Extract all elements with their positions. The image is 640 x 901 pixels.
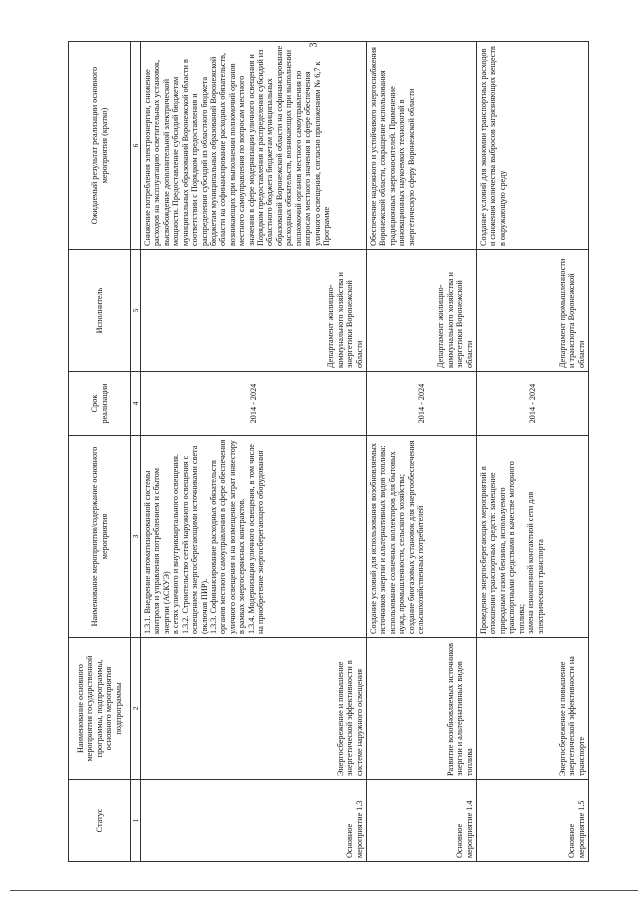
header-expected-result: Ожидаемый результат реализации основного мероприятия (кратко): [69, 42, 131, 250]
column-numbers-row: [131, 42, 141, 862]
content-line: Создание условий для использования возобновляемых источников энергии и альтернативных видов топлива: использование солнечных коллекторов для бытовых нужд, промышленности, сельского хозяйства;: [369, 443, 407, 634]
row-period: 2014 - 2024: [367, 372, 477, 436]
row-measure-name: Энергосбережение и повышение энергетической эффективности в системе наружного освещения: [141, 638, 367, 780]
header-status: Статус: [69, 780, 131, 862]
row-status: Основное мероприятие 1.5: [477, 780, 589, 862]
content-line: в сетях уличного и внутриквартального освещения.: [171, 454, 181, 634]
row-executor: Департамент промышленности и транспорта Воронежской области: [477, 250, 589, 372]
row-status: Основное мероприятие 1.4: [367, 780, 477, 862]
content-line: создание биогазовых установок для энергообеспечения сельскохозяйственных потребителей: [406, 440, 426, 634]
row-status: Основное мероприятие 1.3: [141, 780, 367, 862]
row-measure-content: [367, 436, 477, 638]
header-program-name: Наименование основного мероприятия государственной программы, подпрограммы, основного мероприятия подпрограммы: [69, 638, 131, 780]
page-number: 3: [308, 42, 320, 48]
column-number: 1: [131, 780, 141, 862]
row-measure-content: [141, 436, 367, 638]
header-period: Срок реализации: [69, 372, 131, 436]
header-measure-content: Наименование мероприятия/содержание основного мероприятия: [69, 436, 131, 638]
row-expected-result: Создание условий для экономии транспортных расходов и снижения количества выбросов загрязняющих веществ в окружающую среду: [477, 42, 589, 250]
column-number: 5: [131, 250, 141, 372]
column-number: 3: [131, 436, 141, 638]
content-line: 1.3.1. Внедрение автоматизированной системы контроля и управления потреблением и сбытом энергии (АСКУЭ): [143, 468, 171, 634]
content-line: 1.3.2. Строительство сетей наружного освещения с освещением энергосберегающими источниками света (включая ПИР).: [180, 445, 209, 634]
table-row: [477, 42, 589, 862]
column-number: 4: [131, 372, 141, 436]
content-line: замена изношенной контактной сети для электрического транспорта: [526, 491, 545, 634]
content-line: 1.3.3. Софинансирование расходных обязательств: [208, 460, 218, 634]
row-measure-content: [477, 436, 589, 638]
table-row: [141, 42, 367, 862]
column-number: 6: [131, 42, 141, 250]
row-measure-name: Энергосбережение и повышение энергетической эффективности на транспорте: [477, 638, 589, 780]
row-period: 2014 - 2024: [141, 372, 367, 436]
row-measure-name: Развитие возобновляемых источников энергии и альтернативных видов топлива: [367, 638, 477, 780]
row-executor: Департамент жилищно-коммунального хозяйства и энергетики Воронежской области: [141, 250, 367, 372]
program-measures-table: [68, 41, 589, 862]
header-executor: Исполнитель: [69, 250, 131, 372]
row-executor: Департамент жилищно-коммунального хозяйства и энергетики Воронежской области: [367, 250, 477, 372]
row-expected-result: Снижение потребления электроэнергии, снижение расходов на эксплуатацию осветительных установок, высвобождение дополнительной электрической мощности. Предоставление субсидий бюджетам муниципальных образований Воронежской области в соответствии с Порядком предоставления и распределения субсидий из областного бюджета бюджетам муниципальных образований Воронежской области на софинансирование расходных обязательств, возникающих при выполнении полномочий органов местного самоуправления по вопросам местного значения в сфере модернизации уличного освещения и Порядком предоставления и распределения субсидий из областного бюджета бюджетам муниципальных образований Воронежской области на софинансирование расходных обязательств, возникающих при выполнении полномочий органов местного самоуправления по вопросам местного значения в сфере обеспечения уличного освещения, согласно приложениям № 6,7 к Программе: [141, 42, 367, 250]
row-period: 2014 - 2024: [477, 372, 589, 436]
rotated-table-container: [68, 42, 588, 862]
column-number: 2: [131, 638, 141, 780]
content-line: органов местного самоуправления в сфере обеспечения уличного освещения и на возмещение затрат инвестору в рамках энергосервисных контрактов.: [218, 439, 247, 634]
bottom-divider: [10, 890, 638, 891]
content-line: 1.3.4. Модернизация уличного освещения, в том числе на приобретение энергосберегающего оборудования: [246, 444, 266, 634]
row-expected-result: Обеспечение надежного и устойчивого энергоснабжения Воронежской области, сокращение использования традиционных энергоносителей. Применение инновационных наукоемких технологий в энергетическую сферу Воронежской области: [367, 42, 477, 250]
content-line: Проведение энергосберегающих мероприятий в отношении транспортных средств: замещение природным газом бензина, используемого транспортными средствами в качестве моторного топлива;: [479, 461, 526, 634]
table-header-row: [69, 42, 131, 862]
table-row: [367, 42, 477, 862]
